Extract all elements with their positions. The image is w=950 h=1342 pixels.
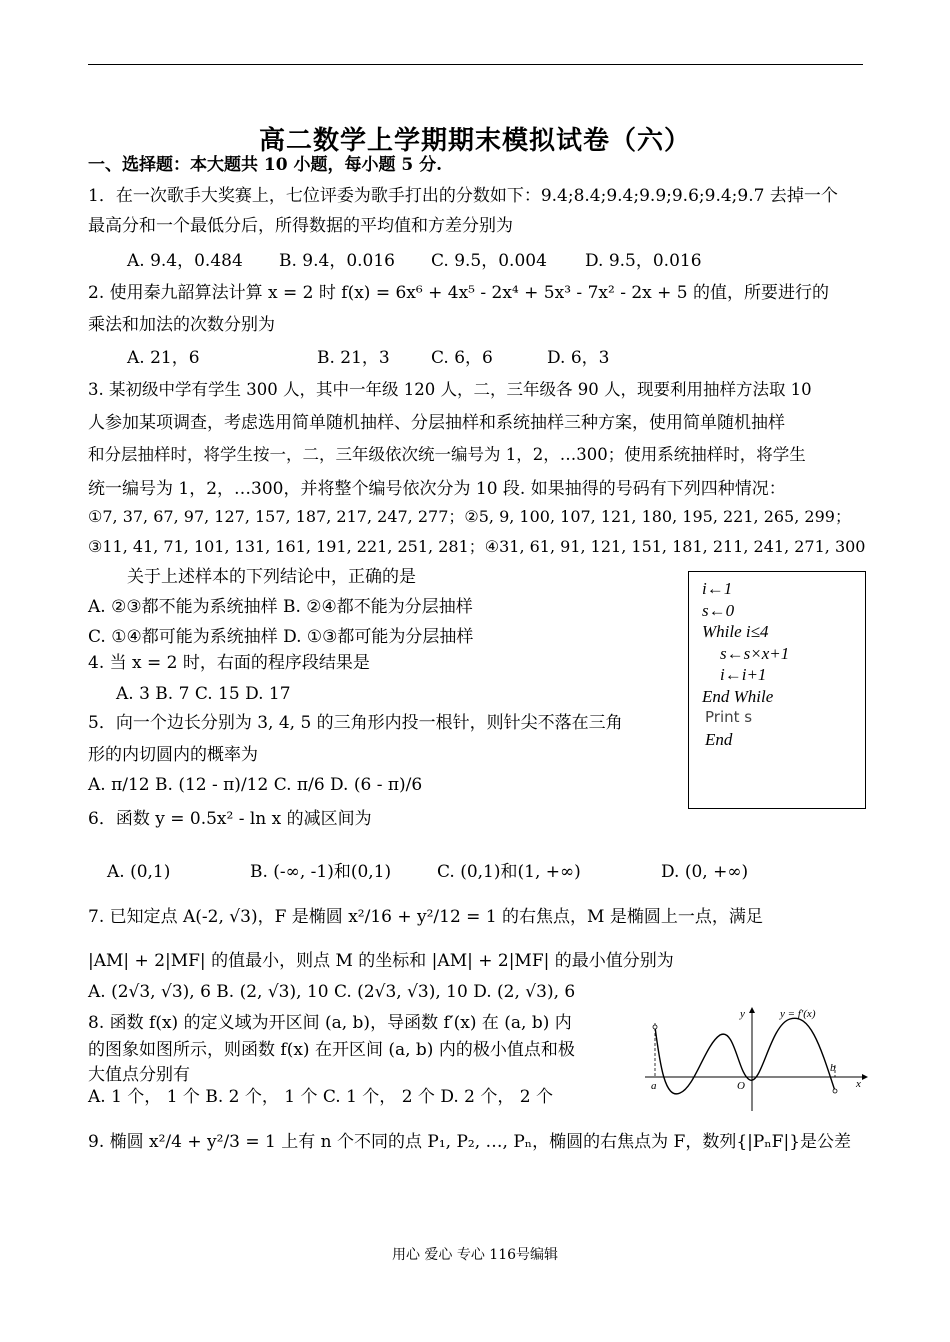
endpoint-b: [833, 1089, 837, 1093]
derivative-graph: [640, 1005, 870, 1115]
q8-text-3: 大值点分别有: [88, 1065, 190, 1085]
x-axis-label: x: [856, 1078, 861, 1090]
q1-option-a: A. 9.4，0.484: [127, 251, 243, 271]
q6-option-b: B. (-∞, -1)和(0,1): [250, 862, 392, 882]
q3-text-6: ③11, 41, 71, 101, 131, 161, 191, 221, 251, 281；④31, 61, 91, 121, 151, 181, 211, 241, 271, 300: [88, 537, 866, 556]
q9-text-1: 9. 椭圆 x²/4 + y²/3 = 1 上有 n 个不同的点 P₁, P₂, …, Pₙ，椭圆的右焦点为 F，数列{|PₙF|}是公差: [88, 1132, 852, 1152]
q3-text-3: 和分层抽样时，将学生按一，二，三年级依次统一编号为 1，2，…300；使用系统抽样时，将学生: [88, 445, 806, 464]
q3-text-2: 人参加某项调查，考虑选用简单随机抽样、分层抽样和系统抽样三种方案，使用简单随机抽样: [88, 413, 785, 433]
q3-text-5: ①7, 37, 67, 97, 127, 157, 187, 217, 247, 277；②5, 9, 100, 107, 121, 180, 195, 221, 265, 299；: [88, 507, 851, 526]
q6-text: 6．函数 y = 0.5x² - ln x 的减区间为: [88, 809, 372, 829]
q8-text-2: 的图象如图所示，则函数 f(x) 在开区间 (a, b) 内的极小值点和极: [88, 1040, 575, 1060]
program-line: While i≤4: [702, 622, 769, 641]
q2-text-2: 乘法和加法的次数分别为: [88, 315, 275, 335]
q7-text-2: |AM| + 2|MF| 的值最小，则点 M 的坐标和 |AM| + 2|MF| 的最小值分别为: [88, 951, 674, 971]
program-line: i←1: [702, 579, 733, 598]
section-heading: 一、选择题：本大题共 10 小题，每小题 5 分.: [88, 155, 443, 175]
endpoint-a: [653, 1025, 657, 1029]
program-box: [688, 571, 866, 809]
q2-option-c: C. 6，6: [431, 348, 493, 368]
program-line: End While: [702, 686, 774, 706]
program-line: i←i+1: [720, 665, 767, 684]
q6-option-d: D. (0, +∞): [661, 862, 749, 882]
b-label: b: [830, 1062, 836, 1074]
q7-options: A. (2√3, √3), 6 B. (2, √3), 10 C. (2√3, √3), 10 D. (2, √3), 6: [88, 982, 576, 1002]
top-rule: [88, 64, 863, 65]
q5-options: A. π/12 B. (12 - π)/12 C. π/6 D. (6 - π)/6: [88, 775, 423, 795]
program-line: s←s×x+1: [720, 643, 790, 663]
q2-option-b: B. 21，3: [317, 348, 390, 368]
q1-option-b: B. 9.4，0.016: [279, 251, 396, 271]
y-axis-arrow: [749, 1007, 755, 1013]
q2-option-a: A. 21，6: [127, 348, 200, 368]
page-title: 高二数学上学期期末模拟试卷（六）: [258, 126, 691, 156]
q2-text-1: 2. 使用秦九韶算法计算 x = 2 时 f(x) = 6x⁶ + 4x⁵ - 2x⁴ + 5x³ - 7x² - 2x + 5 的值，所要进行的: [88, 283, 830, 303]
derivative-curve: [655, 1018, 835, 1094]
q8-text-1: 8. 函数 f(x) 的定义域为开区间 (a, b)，导函数 f′(x) 在 (a, b) 内: [88, 1013, 572, 1033]
q2-option-d: D. 6，3: [547, 348, 610, 368]
x-axis-arrow: [862, 1074, 868, 1080]
q3-text-1: 3. 某初级中学有学生 300 人，其中一年级 120 人，二，三年级各 90 人，现要利用抽样方法取 10: [88, 380, 812, 399]
q6-option-a: A. (0,1): [107, 862, 171, 882]
q3-options-ab: A. ②③都不能为系统抽样 B. ②④都不能为分层抽样: [88, 597, 473, 617]
q1-option-d: D. 9.5，0.016: [585, 251, 702, 271]
q4-options: A. 3 B. 7 C. 15 D. 17: [116, 684, 291, 704]
origin-label: O: [737, 1080, 745, 1092]
page-footer: 用心 爱心 专心 116号编辑: [391, 1247, 559, 1263]
q6-option-c: C. (0,1)和(1, +∞): [437, 862, 581, 882]
curve-label: y = f′(x): [780, 1008, 816, 1020]
q5-text-1: 5．向一个边长分别为 3, 4, 5 的三角形内投一根针，则针尖不落在三角: [88, 713, 623, 733]
q8-options: A. 1 个， 1 个 B. 2 个， 1 个 C. 1 个， 2 个 D. 2 个， 2 个: [88, 1087, 554, 1107]
program-line: s←0: [702, 600, 735, 620]
q1-text-2: 最高分和一个最低分后，所得数据的平均值和方差分别为: [88, 216, 513, 236]
q1-option-c: C. 9.5，0.004: [431, 251, 547, 271]
q1-text-1: 1．在一次歌手大奖赛上，七位评委为歌手打出的分数如下：9.4;8.4;9.4;9.9;9.6;9.4;9.7 去掉一个: [88, 186, 838, 206]
a-label: a: [651, 1080, 657, 1092]
q5-text-2: 形的内切圆内的概率为: [88, 745, 258, 765]
q7-text-1: 7. 已知定点 A(-2, √3)，F 是椭圆 x²/16 + y²/12 = 1 的右焦点，M 是椭圆上一点，满足: [88, 907, 763, 927]
q3-text-4: 统一编号为 1，2，…300，并将整个编号依次分为 10 段. 如果抽得的号码有下列四种情况：: [88, 479, 786, 499]
q3-text-7: 关于上述样本的下列结论中，正确的是: [127, 567, 416, 587]
q4-text: 4. 当 x = 2 时，右面的程序段结果是: [88, 653, 370, 673]
q3-options-cd: C. ①④都可能为系统抽样 D. ①③都可能为分层抽样: [88, 627, 474, 647]
program-line: End: [705, 729, 733, 749]
y-axis-label: y: [740, 1008, 745, 1020]
program-line: Print s: [705, 708, 753, 726]
